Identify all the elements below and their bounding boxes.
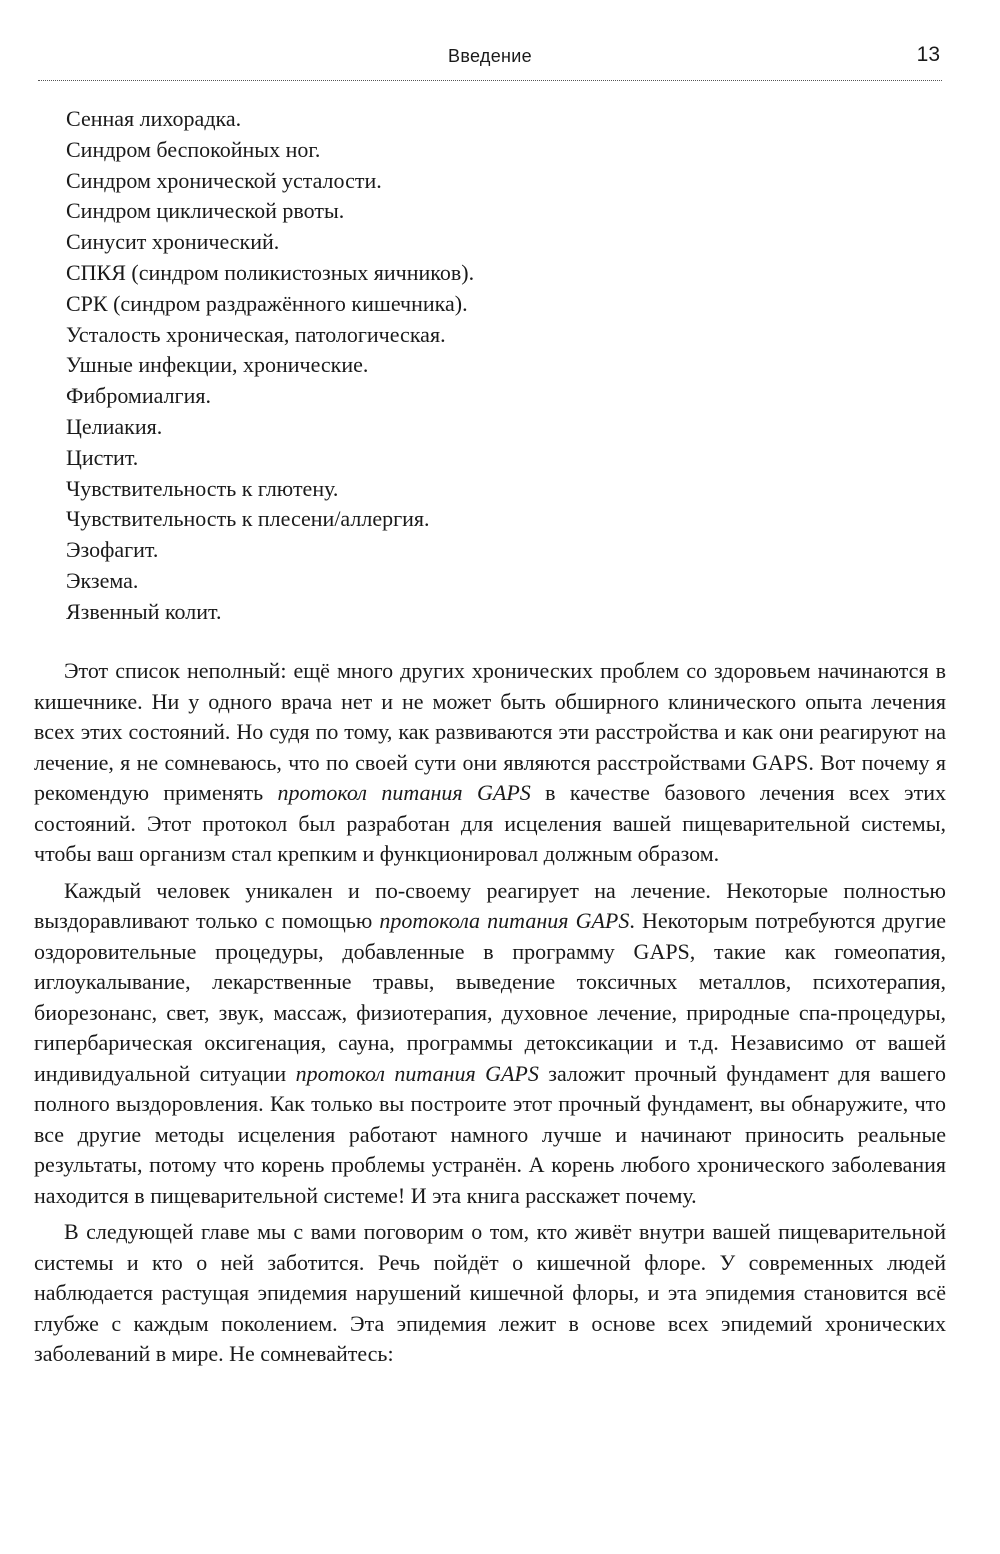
list-item: Фибромиалгия.	[66, 383, 211, 409]
list-item: Чувствительность к плесени/аллергия.	[66, 506, 430, 532]
list-item: СПКЯ (синдром поликистозных яичников).	[66, 259, 475, 285]
list-item: Синусит хронический.	[66, 229, 280, 255]
gaps-protocol-term: протокола питания GAPS	[379, 908, 630, 933]
paragraph-2	[34, 876, 946, 1212]
paragraph-2-text-c: заложит прочный фундамент для вашего полного выздоровления. Как только вы построите этот прочный фундамент, вы обнаружите, что все другие методы исцеления работают намного лучше и начинают приносить реальные результаты, потому что корень проблемы устранён. А корень любого хронического заболевания находится в пищеварительной системе! И эта книга расскажет почему.	[34, 1060, 946, 1208]
list-item: Экзема.	[66, 567, 139, 593]
list-item: СРК (синдром раздражённого кишечника).	[66, 290, 468, 316]
paragraph-1-text-a: Этот список неполный: ещё много других хронических проблем со здоровьем начинаются в кишечнике. Ни у одного врача нет и не может быть обширного клинического опыта лечения всех этих состояний. Но судя по тому, как развиваются эти расстройства и как они реагируют на лечение, я не сомневаюсь, что по своей сути они являются расстройствами GAPS. Вот почему я рекомендую применять	[34, 658, 946, 805]
gaps-protocol-term: протокол питания GAPS	[295, 1060, 539, 1086]
list-item: Синдром беспокойных ног.	[66, 136, 321, 162]
list-item: Синдром хронической усталости.	[66, 167, 382, 193]
paragraph-2-text-a: Каждый человек уникален и по-своему реагирует на лечение. Некоторые полностью выздоравливают только с помощью	[34, 877, 946, 933]
gaps-protocol-term: протокол питания GAPS	[277, 780, 531, 805]
condition-list	[66, 104, 474, 628]
body-text	[34, 656, 946, 1376]
chapter-title: Введение	[448, 46, 532, 66]
list-item: Синдром циклической рвоты.	[66, 198, 345, 224]
list-item: Целиакия.	[66, 413, 163, 439]
list-item: Чувствительность к глютену.	[66, 475, 339, 501]
list-item: Сенная лихорадка.	[66, 106, 242, 131]
list-item: Эзофагит.	[66, 537, 159, 563]
paragraph-2-text-b: . Некоторым потребуются другие оздоровительные процедуры, добавленные в программу GAPS, такие как гомеопатия, иглоукалывание, лекарственные травы, выведение токсичных металлов, психотерапия, биорезонанс, свет, звук, массаж, физиотерапия, духовное лечение, природные спа-процедуры, гипербарическая оксигенация, сауна, программы детоксикации и т.д. Независимо от вашей индивидуальной ситуации	[34, 908, 946, 1086]
paragraph-3: В следующей главе мы с вами поговорим о том, кто живёт внутри вашей пищеварительной системы и кто о ней заботится. Речь пойдёт о кишечной флоре. У современных людей наблюдается растущая эпидемия нарушений кишечной флоры, и эта эпидемия становится всё глубже с каждым поколением. Эта эпидемия лежит в основе всех эпидемий хронических заболеваний в мире. Не сомневайтесь:	[34, 1219, 946, 1366]
list-item: Цистит.	[66, 444, 139, 470]
paragraph-1-text-b: в качестве базового лечения всех этих состояний. Этот протокол был разработан для исцеления вашей пищеварительной системы, чтобы ваш организм стал крепким и функционировал должным образом.	[34, 780, 946, 866]
list-item: Ушные инфекции, хронические.	[66, 352, 369, 378]
page-number: 13	[916, 43, 940, 66]
list-item: Язвенный колит.	[66, 598, 222, 624]
running-header	[38, 40, 942, 81]
paragraph-1	[34, 656, 946, 870]
list-item: Усталость хроническая, патологическая.	[66, 321, 446, 347]
